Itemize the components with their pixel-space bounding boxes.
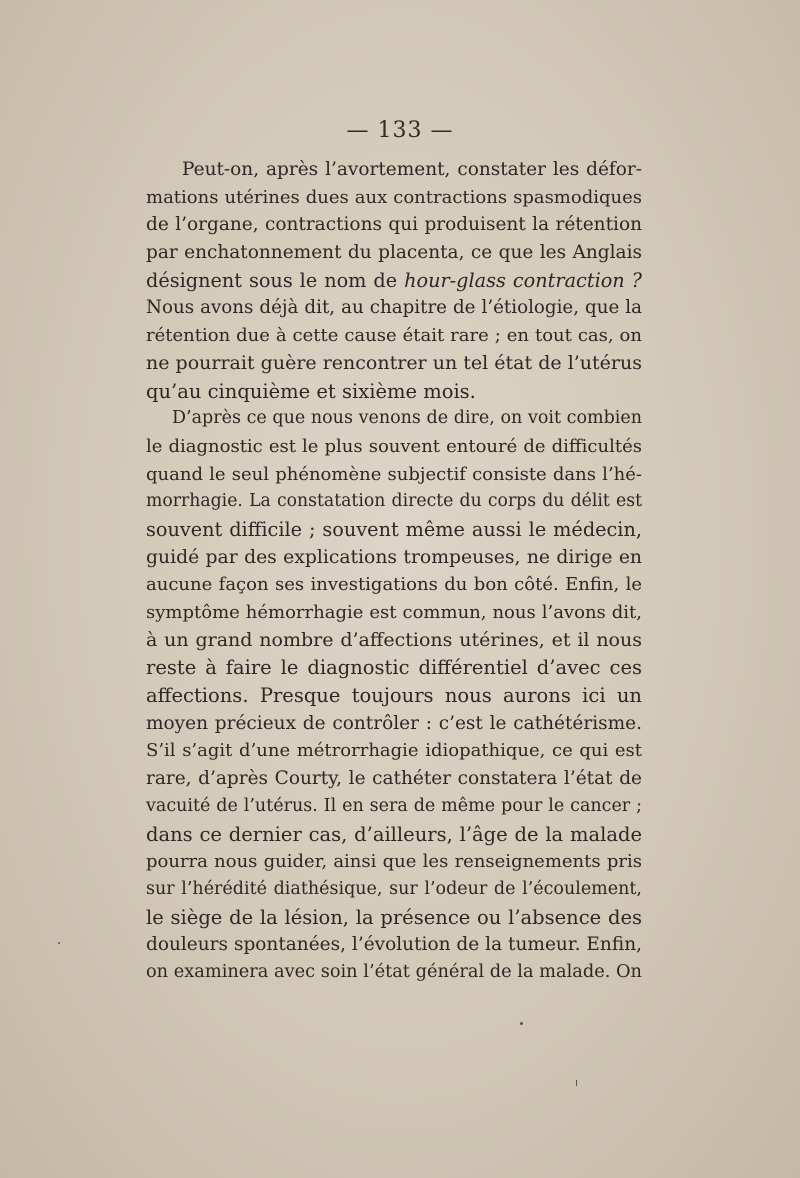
text-line: rare, d’après Courty, le cathéter constatera l’état de (146, 768, 642, 790)
text-line: vacuité de l’utérus. Il en sera de même pour le cancer ; (146, 795, 642, 816)
text-line: le diagnostic est le plus souvent entouré de difficultés (146, 435, 642, 457)
body-text (146, 156, 642, 987)
italic-term: hour-glass contraction ? (404, 268, 642, 292)
text-line: sur l’hérédité diathésique, sur l’odeur de l’écoulement, (146, 878, 642, 899)
text-line-with-italic (146, 267, 642, 295)
paper-speck (58, 942, 60, 944)
text-line: Peut-on, après l’avortement, constater les défor- (182, 159, 642, 180)
text-line: aucune façon ses investigations du bon côté. Enfin, le (146, 574, 642, 596)
text-line: on examinera avec soin l’état général de la malade. On (146, 961, 642, 982)
text-line: reste à faire le diagnostic différentiel d’avec ces (146, 656, 642, 680)
text-line: moyen précieux de contrôler : c’est le cathétérisme. (146, 712, 642, 734)
text-line: rétention due à cette cause était rare ; en tout cas, on (146, 325, 642, 347)
paper-speck (576, 1080, 577, 1086)
text-line: guidé par des explications trompeuses, ne dirige en (146, 546, 642, 568)
text-line-lead: désignent sous le nom de hour-glass contraction ? (146, 268, 642, 292)
text-line: Nous avons déjà dit, au chapitre de l’étiologie, que la (146, 297, 642, 319)
text-line: affections. Presque toujours nous aurons ici un (146, 684, 642, 708)
text-line: à un grand nombre d’affections utérines, et il nous (146, 628, 642, 651)
text-line: D’après ce que nous venons de dire, on voit combien (172, 408, 642, 429)
text-line: ne pourrait guère rencontrer un tel état de l’utérus (146, 351, 642, 374)
text-line: douleurs spontanées, l’évolution de la tumeur. Enfin, (146, 934, 642, 956)
text-line: qu’au cinquième et sixième mois. (146, 379, 476, 403)
text-line: S’il s’agit d’une métrorrhagie idiopathique, ce qui est (146, 740, 642, 762)
text-line: mations utérines dues aux contractions spasmodiques (146, 186, 642, 208)
text-line: pourra nous guider, ainsi que les renseignements pris (146, 851, 642, 873)
text-line: par enchatonnement du placenta, ce que les Anglais (146, 242, 642, 264)
text-line: dans ce dernier cas, d’ailleurs, l’âge de la malade (146, 822, 642, 846)
text-line: symptôme hémorrhagie est commun, nous l’avons dit, (146, 602, 642, 623)
page-number: — 133 — (346, 118, 454, 143)
text-line: de l’organe, contractions qui produisent la rétention (146, 214, 642, 236)
text-line: quand le seul phénomène subjectif consiste dans l’hé- (146, 463, 642, 485)
text-line: le siège de la lésion, la présence ou l’absence des (146, 905, 642, 929)
text-line: morrhagie. La constatation directe du corps du délit est (146, 491, 642, 512)
text-line: souvent difficile ; souvent même aussi le médecin, (146, 517, 642, 541)
paper-speck (520, 1022, 523, 1025)
